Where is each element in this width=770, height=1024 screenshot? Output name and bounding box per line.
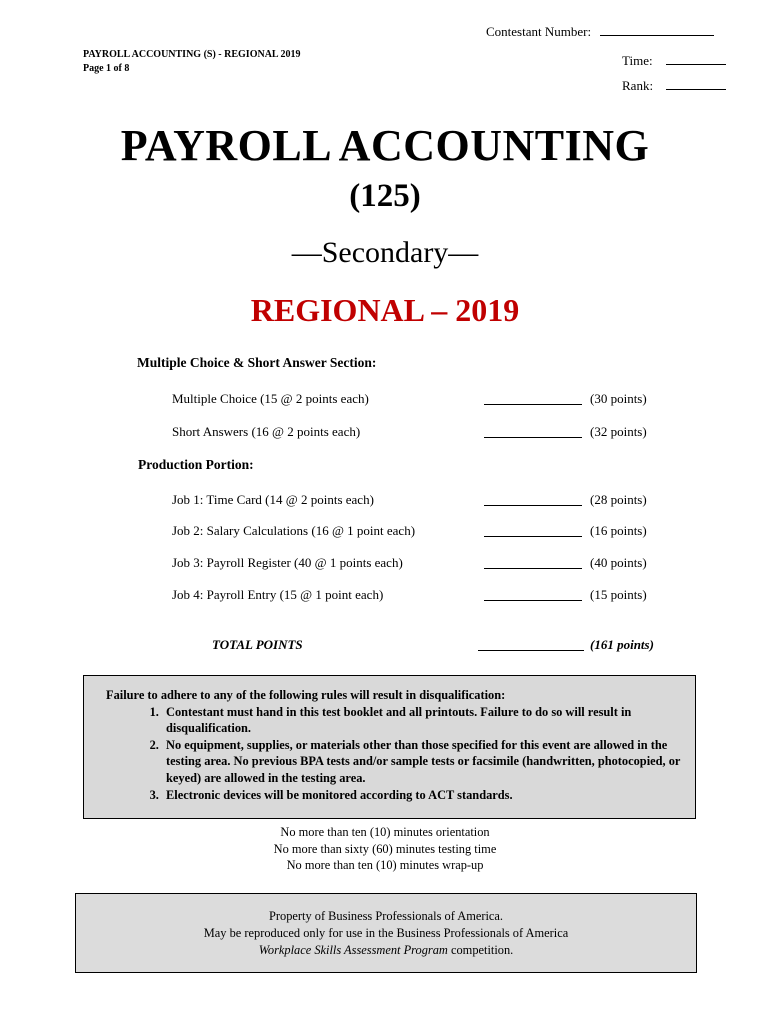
- orientation-time: No more than ten (10) minutes orientation: [280, 825, 490, 839]
- property-line3: [76, 942, 696, 959]
- time-label: Time:: [622, 53, 653, 68]
- job1-row-label: Job 1: Time Card (14 @ 2 points each): [172, 492, 374, 507]
- mc-row-label: Multiple Choice (15 @ 2 points each): [172, 391, 369, 406]
- page-title: PAYROLL ACCOUNTING: [120, 121, 650, 170]
- rules-intro: Failure to adhere to any of the following rules will result in disqualification:: [106, 688, 506, 702]
- total-points-value: (161 points): [590, 637, 654, 652]
- testing-time: No more than sixty (60) minutes testing time: [273, 841, 497, 856]
- contestant-number-field: [486, 24, 714, 40]
- job2-row-label: Job 2: Salary Calculations (16 @ 1 point each): [172, 523, 416, 538]
- division-label: —Secondary—: [291, 236, 479, 269]
- sa-score-blank: [484, 427, 582, 438]
- sa-row-label: Short Answers (16 @ 2 points each): [172, 424, 361, 439]
- event-code: (125): [349, 178, 421, 214]
- job2-score-blank: [484, 526, 582, 537]
- time-blank: [666, 64, 726, 65]
- job3-row-points: (40 points): [590, 555, 647, 570]
- production-section-heading: Production Portion:: [138, 457, 254, 472]
- property-notice-box: [75, 893, 697, 973]
- mc-score-blank: [484, 394, 582, 405]
- timing-info: [0, 824, 770, 874]
- mc-section-heading: Multiple Choice & Short Answer Section:: [137, 355, 377, 370]
- program-name: Workplace Skills Assessment Program: [258, 943, 448, 957]
- running-header-title: PAYROLL ACCOUNTING (S) - REGIONAL 2019: [83, 49, 301, 60]
- property-line3-rest: competition.: [447, 943, 514, 957]
- job1-row-points: (28 points): [590, 492, 647, 507]
- contestant-number-blank: [600, 35, 714, 36]
- job3-score-blank: [484, 558, 582, 569]
- rule-item: 1. Contestant must hand in this test booklet and all printouts. Failure to do so will result in disqualification.: [162, 704, 681, 737]
- rule-item: 3. Electronic devices will be monitored according to ACT standards.: [162, 787, 681, 804]
- sa-row-points: (32 points): [590, 424, 647, 439]
- job4-row-points: (15 points): [590, 587, 647, 602]
- job1-score-blank: [484, 495, 582, 506]
- rank-field: [622, 78, 726, 94]
- rank-label: Rank:: [622, 78, 654, 93]
- page-number: Page 1 of 8: [83, 63, 130, 74]
- job2-row-points: (16 points): [590, 523, 647, 538]
- rules-list: [106, 704, 681, 804]
- rank-blank: [666, 89, 726, 90]
- total-score-blank: [478, 640, 584, 651]
- rules-box: [83, 675, 696, 819]
- time-field: [622, 53, 726, 69]
- rule-item: 2. No equipment, supplies, or materials other than those specified for this event are allowed in the testing area. No previous BPA tests and/or sample tests or facsimile (handwritten, photocopied, or keyed) are allowed in the testing area.: [162, 737, 681, 787]
- property-line1: Property of Business Professionals of America.: [268, 909, 503, 923]
- property-line2: May be reproduced only for use in the Business Professionals of America: [203, 926, 569, 940]
- wrapup-time: No more than ten (10) minutes wrap-up: [286, 858, 484, 872]
- mc-row-points: (30 points): [590, 391, 647, 406]
- total-points-label: TOTAL POINTS: [212, 637, 303, 652]
- event-level-title: REGIONAL – 2019: [250, 292, 520, 328]
- job3-row-label: Job 3: Payroll Register (40 @ 1 points each): [172, 555, 403, 570]
- running-header: [83, 48, 301, 76]
- contestant-number-label: Contestant Number:: [486, 24, 592, 39]
- job4-score-blank: [484, 590, 582, 601]
- job4-row-label: Job 4: Payroll Entry (15 @ 1 point each): [172, 587, 384, 602]
